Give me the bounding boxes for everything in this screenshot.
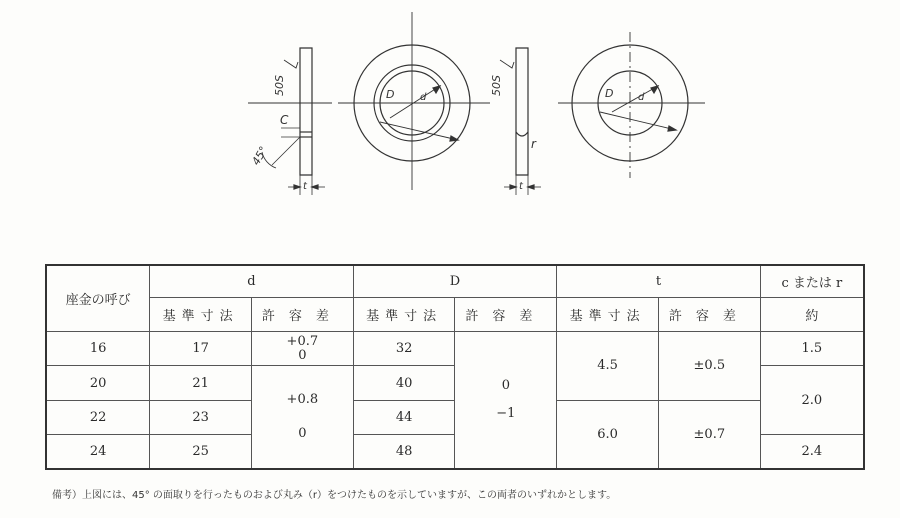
header-D-tolerance: 許容差 — [455, 297, 557, 331]
D-basic-cell: 44 — [353, 400, 455, 434]
inner-dia-label-2: d — [638, 92, 645, 103]
c-r-cell-2: 2.0 — [760, 366, 864, 435]
header-d-tolerance: 許容差 — [251, 297, 353, 331]
header-t: t — [557, 265, 761, 297]
surface-finish-label-1: 50S — [273, 75, 286, 96]
thickness-label-1: t — [303, 181, 307, 192]
radius-label: r — [531, 137, 536, 151]
d-basic-cell: 17 — [150, 332, 252, 366]
front-view-chamfer — [338, 12, 490, 190]
angle-label: 45° — [249, 144, 271, 168]
d-tolerance-lower: 0 — [298, 347, 307, 363]
table-row — [46, 332, 864, 366]
header-nominal: 座金の呼び — [46, 265, 150, 332]
header-c-or-r: c または r — [760, 265, 864, 297]
front-view-round — [558, 32, 705, 178]
washer-spec-table — [45, 264, 865, 470]
side-view-round — [500, 48, 541, 195]
header-d-basic: 基準寸法 — [150, 297, 252, 331]
D-basic-cell: 48 — [353, 435, 455, 469]
outer-dia-label-1: D — [386, 88, 395, 101]
d-tolerance-cell-1 — [251, 332, 353, 366]
d-tolerance-upper: +0.7 — [286, 333, 319, 349]
d-basic-cell: 23 — [150, 400, 252, 434]
t-basic-cell-2: 6.0 — [557, 400, 659, 469]
header-approx: 約 — [760, 297, 864, 331]
t-basic-cell-1: 4.5 — [557, 332, 659, 401]
t-tolerance-cell-1: ±0.5 — [658, 332, 760, 401]
chamfer-label: C — [280, 113, 289, 127]
nominal-cell: 20 — [46, 366, 150, 400]
surface-finish-label-2: 50S — [490, 75, 503, 96]
header-d: d — [150, 265, 354, 297]
t-tolerance-cell-2: ±0.7 — [658, 400, 760, 469]
outer-dia-label-2: D — [605, 87, 614, 100]
header-t-basic: 基準寸法 — [557, 297, 659, 331]
d-basic-cell: 21 — [150, 366, 252, 400]
c-r-cell-1: 1.5 — [760, 332, 864, 366]
d-tolerance-lower: 0 — [298, 426, 307, 442]
d-basic-cell: 25 — [150, 435, 252, 469]
header-D-basic: 基準寸法 — [353, 297, 455, 331]
header-D: D — [353, 265, 556, 297]
D-basic-cell: 40 — [353, 366, 455, 400]
side-view-chamfer — [248, 48, 332, 195]
d-tolerance-cell-2 — [251, 366, 353, 469]
D-tolerance-upper: 0 — [501, 378, 510, 394]
washer-drawing — [0, 0, 900, 250]
d-tolerance-upper: +0.8 — [286, 392, 319, 408]
c-r-cell-3: 2.4 — [760, 435, 864, 469]
thickness-label-2: t — [519, 181, 523, 192]
header-t-tolerance: 許容差 — [658, 297, 760, 331]
nominal-cell: 22 — [46, 400, 150, 434]
D-basic-cell: 32 — [353, 332, 455, 366]
inner-dia-label-1: d — [420, 92, 427, 103]
D-tolerance-lower: −1 — [496, 406, 516, 422]
nominal-cell: 16 — [46, 332, 150, 366]
D-tolerance-cell — [455, 332, 557, 469]
remarks-note: 備考）上図には、45° の面取りを行ったものおよび丸み（r）をつけたものを示していますが、この両者のいずれかとします。 — [52, 490, 617, 501]
nominal-cell: 24 — [46, 435, 150, 469]
